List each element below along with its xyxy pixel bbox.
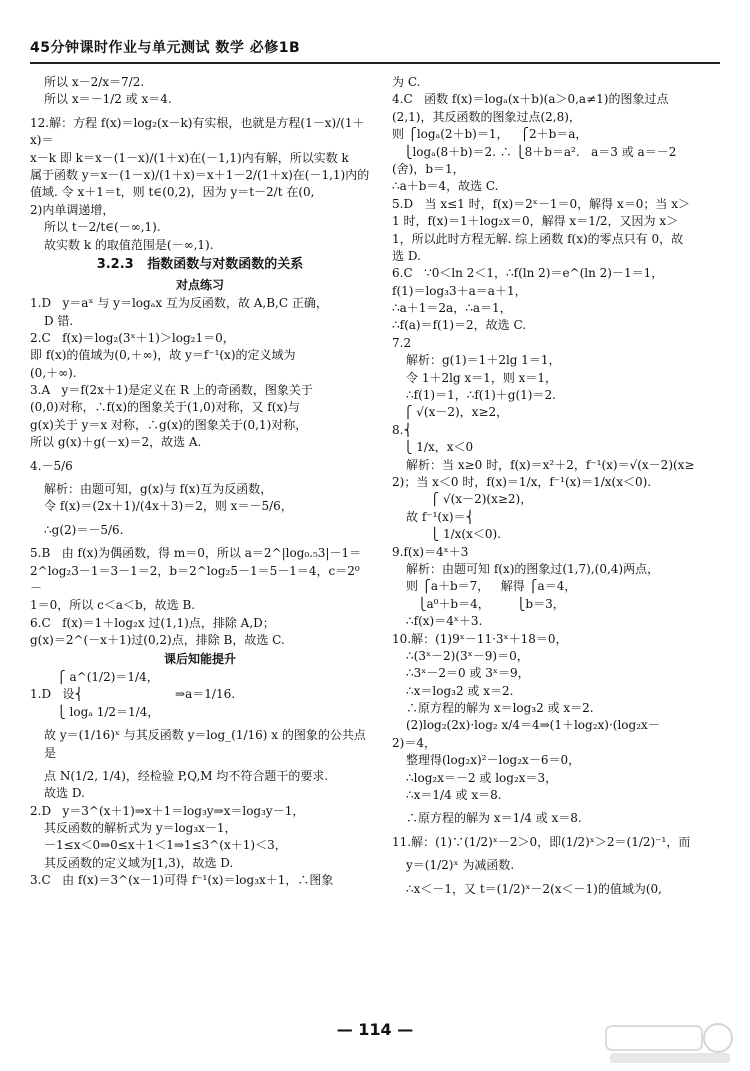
text-line: 3.C 由 f(x)＝3^(x－1)可得 f⁻¹(x)＝log₃x＋1，∴图象 bbox=[30, 873, 334, 888]
text-line: x－k 即 k＝x－(1－x)/(1＋x)在(－1,1)内有解，所以实数 k bbox=[30, 150, 349, 165]
text-line: 属于函数 y＝x－(1－x)/(1＋x)＝x＋1－2/(1＋x)在(－1,1)内的 bbox=[30, 167, 370, 182]
text-line: ∴原方程的解为 x＝log₃2 或 x＝2. bbox=[406, 701, 594, 716]
section-heading: 3.2.3 指数函数与对数函数的关系 bbox=[96, 256, 304, 272]
text-line: ∴原方程的解为 x＝1/4 或 x＝8. bbox=[406, 811, 582, 826]
text-line: ⎧ a^(1/2)＝1/4， bbox=[30, 669, 159, 684]
text-line: 2.C f(x)＝log₂(3ˣ＋1)＞log₂1＝0， bbox=[30, 330, 235, 345]
right-column bbox=[392, 74, 730, 898]
text-line: (2,1)，其反函数的图象过点(2,8)， bbox=[392, 109, 581, 124]
subsection-heading: 课后知能提升 bbox=[163, 651, 236, 666]
text-line: 所以 x＝－1/2 或 x＝4. bbox=[44, 92, 172, 107]
text-line: 则 ⎧a＋b＝7， 解得 ⎧a＝4， bbox=[406, 579, 577, 594]
text-line: ⎩logₐ(8＋b)＝2. ∴ ⎩8＋b＝a². a＝3 或 a＝－2 bbox=[392, 144, 677, 159]
text-line: 故 f⁻¹(x)＝⎨ bbox=[406, 509, 475, 524]
text-line: ⎩ 1/x，x＜0 bbox=[392, 440, 474, 455]
text-line: 故 y＝(1/16)ˣ 与其反函数 y＝log_(1/16) x 的图象的公共点是 bbox=[44, 728, 366, 760]
text-line: 所以 x－2/x＝7/2. bbox=[44, 75, 145, 89]
text-line: 点 N(1/2, 1/4)，经检验 P,Q,M 均不符合题干的要求. bbox=[44, 768, 329, 783]
text-line: 所以 t－2/t∈(－∞,1). bbox=[44, 220, 161, 235]
text-line: 4.C 函数 f(x)＝logₐ(x＋b)(a＞0,a≠1)的图象过点 bbox=[392, 92, 669, 107]
text-line: ∴g(2)＝－5/6. bbox=[44, 522, 124, 537]
text-line: g(x)＝2^(－x＋1)过(0,2)点，排除 B，故选 C. bbox=[30, 633, 285, 648]
text-line: 为 C. bbox=[392, 75, 421, 89]
text-line: 12.解：方程 f(x)＝log₂(x－k)有实根，也就是方程(1－x)/(1＋x)＝ bbox=[30, 115, 365, 148]
text-line: ∴x＝log₃2 或 x＝2. bbox=[406, 683, 514, 698]
text-line: －1≤x＜0⇒0≤x＋1＜1⇒1≤3^(x＋1)＜3， bbox=[44, 838, 287, 853]
text-line: ⎩a⁰＋b＝4， ⎩b＝3， bbox=[406, 596, 565, 611]
text-line: 4.－5/6 bbox=[30, 458, 73, 473]
text-line: ∴x＜－1，又 t＝(1/2)ˣ－2(x＜－1)的值域为(0, bbox=[406, 881, 662, 896]
text-line: 解析：由题可知，g(x)与 f(x)互为反函数， bbox=[44, 482, 273, 497]
text-line: 11.解：(1)∵(1/2)ˣ－2＞0，即(1/2)ˣ＞2＝(1/2)⁻¹，而 bbox=[392, 834, 691, 849]
text-line: 1＝0，所以 c＜a＜b，故选 B. bbox=[30, 598, 196, 613]
text-line: 故选 D. bbox=[44, 786, 85, 801]
header-rule bbox=[30, 62, 720, 64]
text-line: y＝(1/2)ˣ 为减函数. bbox=[406, 858, 515, 873]
text-line: 整理得(log₂x)²－log₂x－6＝0， bbox=[406, 753, 581, 768]
text-line: 2)＝4， bbox=[392, 735, 436, 750]
text-line: 所以 g(x)＋g(－x)＝2，故选 A. bbox=[30, 435, 202, 450]
text-line: 其反函数的解析式为 y＝log₃x－1， bbox=[44, 821, 237, 836]
left-column bbox=[30, 74, 370, 890]
text-line: 令 1＋2lg x＝1，则 x＝1， bbox=[406, 370, 558, 385]
text-line: f(1)＝log₃3＋a＝a＋1， bbox=[392, 283, 527, 298]
text-line: (2)log₂(2x)·log₂ x/4＝4⇒(1＋log₂x)·(log₂x－ bbox=[406, 718, 660, 733]
text-line: 8.⎨ bbox=[392, 422, 413, 437]
text-line: 选 D. bbox=[392, 248, 421, 263]
text-line: 则 ⎧logₐ(2＋b)＝1， ⎧2＋b＝a， bbox=[392, 127, 588, 142]
text-line: 解析：当 x≥0 时，f(x)＝x²＋2，f⁻¹(x)＝√(x－2)(x≥ bbox=[406, 457, 695, 472]
watermark-logo bbox=[600, 1020, 740, 1066]
text-line: D 错. bbox=[44, 313, 74, 328]
text-line: 5.B 由 f(x)为偶函数，得 m＝0，所以 a＝2^|log₀.₅3|－1＝ bbox=[30, 546, 362, 561]
text-line: 7.2 bbox=[392, 335, 412, 350]
subsection-heading: 对点练习 bbox=[175, 277, 224, 292]
text-line: 令 f(x)＝(2x＋1)/(4x＋3)＝2，则 x＝－5/6， bbox=[44, 499, 293, 514]
text-line: 其反函数的定义域为[1,3)，故选 D. bbox=[44, 855, 234, 870]
text-line: 10.解：(1)9ˣ－11·3ˣ＋18＝0， bbox=[392, 631, 568, 646]
page-number: — 114 — bbox=[336, 1020, 414, 1039]
text-line: 9.f(x)＝4ˣ＋3 bbox=[392, 544, 469, 559]
text-line: 2)；当 x＜0 时，f(x)＝1/x，f⁻¹(x)＝1/x(x＜0). bbox=[392, 474, 652, 489]
text-line: (0,＋∞). bbox=[30, 365, 77, 380]
text-line: (舍)，b＝1， bbox=[392, 161, 465, 176]
text-line: ∴3ˣ－2＝0 或 3ˣ＝9， bbox=[406, 666, 530, 681]
text-line: 2^log₂3－1＝3－1＝2，b＝2^log₂5－1＝5－1＝4，c＝2⁰－ bbox=[30, 563, 360, 595]
text-line: ∴f(1)＝1，∴f(1)＋g(1)＝2. bbox=[406, 388, 556, 403]
page-header: 45分钟课时作业与单元测试 数学 必修1B bbox=[30, 40, 301, 56]
text-line: 1，所以此时方程无解. 综上函数 f(x)的零点只有 0，故 bbox=[392, 231, 684, 246]
text-line: 解析：由题可知 f(x)的图象过(1,7),(0,4)两点， bbox=[406, 561, 660, 576]
text-line: 2)内单调递增， bbox=[30, 202, 115, 217]
text-line: (0,0)对称，∴f(x)的图象关于(1,0)对称，又 f(x)与 bbox=[30, 400, 300, 415]
text-line: 6.C f(x)＝1＋log₂x 过(1,1)点，排除 A,D； bbox=[30, 615, 275, 630]
text-line: ⎧ √(x－2)，x≥2， bbox=[392, 405, 509, 420]
text-line: ∴a＋1＝2a，∴a＝1， bbox=[392, 301, 512, 316]
text-line: ∴f(a)＝f(1)＝2，故选 C. bbox=[392, 318, 527, 333]
text-line: 5.D 当 x≤1 时，f(x)＝2ˣ－1＝0，解得 x＝0；当 x＞ bbox=[392, 196, 690, 211]
text-line: ⎩ 1/x(x＜0). bbox=[392, 527, 501, 542]
text-line: ⎩ logₐ 1/2＝1/4， bbox=[30, 704, 160, 719]
text-line: ∴a＋b＝4，故选 C. bbox=[392, 179, 499, 194]
text-line: 2.D y＝3^(x＋1)⇒x＋1＝log₃y⇒x＝log₃y－1， bbox=[30, 803, 305, 818]
text-line: ∴(3ˣ－2)(3ˣ－9)＝0， bbox=[406, 648, 529, 663]
text-line: 解析：g(1)＝1＋2lg 1＝1， bbox=[406, 353, 561, 368]
text-line: 3.A y＝f(2x＋1)是定义在 R 上的奇函数，图象关于 bbox=[30, 383, 313, 398]
text-line: 1.D 设⎨ ⇒a＝1/16. bbox=[30, 687, 236, 702]
text-line: 1.D y＝aˣ 与 y＝logₐx 互为反函数，故 A,B,C 正确， bbox=[30, 296, 328, 311]
text-line: 即 f(x)的值域为(0,＋∞)，故 y＝f⁻¹(x)的定义域为 bbox=[30, 348, 296, 363]
text-line: 值域. 令 x＋1＝t，则 t∈(0,2)，因为 y＝t－2/t 在(0, bbox=[30, 185, 315, 200]
text-line: ⎧ √(x－2)(x≥2)， bbox=[392, 492, 533, 507]
text-line: 1 时，f(x)＝1＋log₂x＝0，解得 x＝1/2，又因为 x＞ bbox=[392, 214, 679, 229]
text-line: ∴f(x)＝4ˣ＋3. bbox=[406, 614, 483, 629]
text-line: ∴x＝1/4 或 x＝8. bbox=[406, 788, 502, 803]
text-line: 6.C ∵0＜ln 2＜1，∴f(ln 2)＝e^(ln 2)－1＝1， bbox=[392, 266, 664, 281]
text-line: ∴log₂x＝－2 或 log₂x＝3， bbox=[406, 770, 558, 785]
text-line: g(x)关于 y＝x 对称，∴g(x)的图象关于(0,1)对称， bbox=[30, 417, 308, 432]
text-line: 故实数 k 的取值范围是(－∞,1). bbox=[44, 237, 214, 252]
